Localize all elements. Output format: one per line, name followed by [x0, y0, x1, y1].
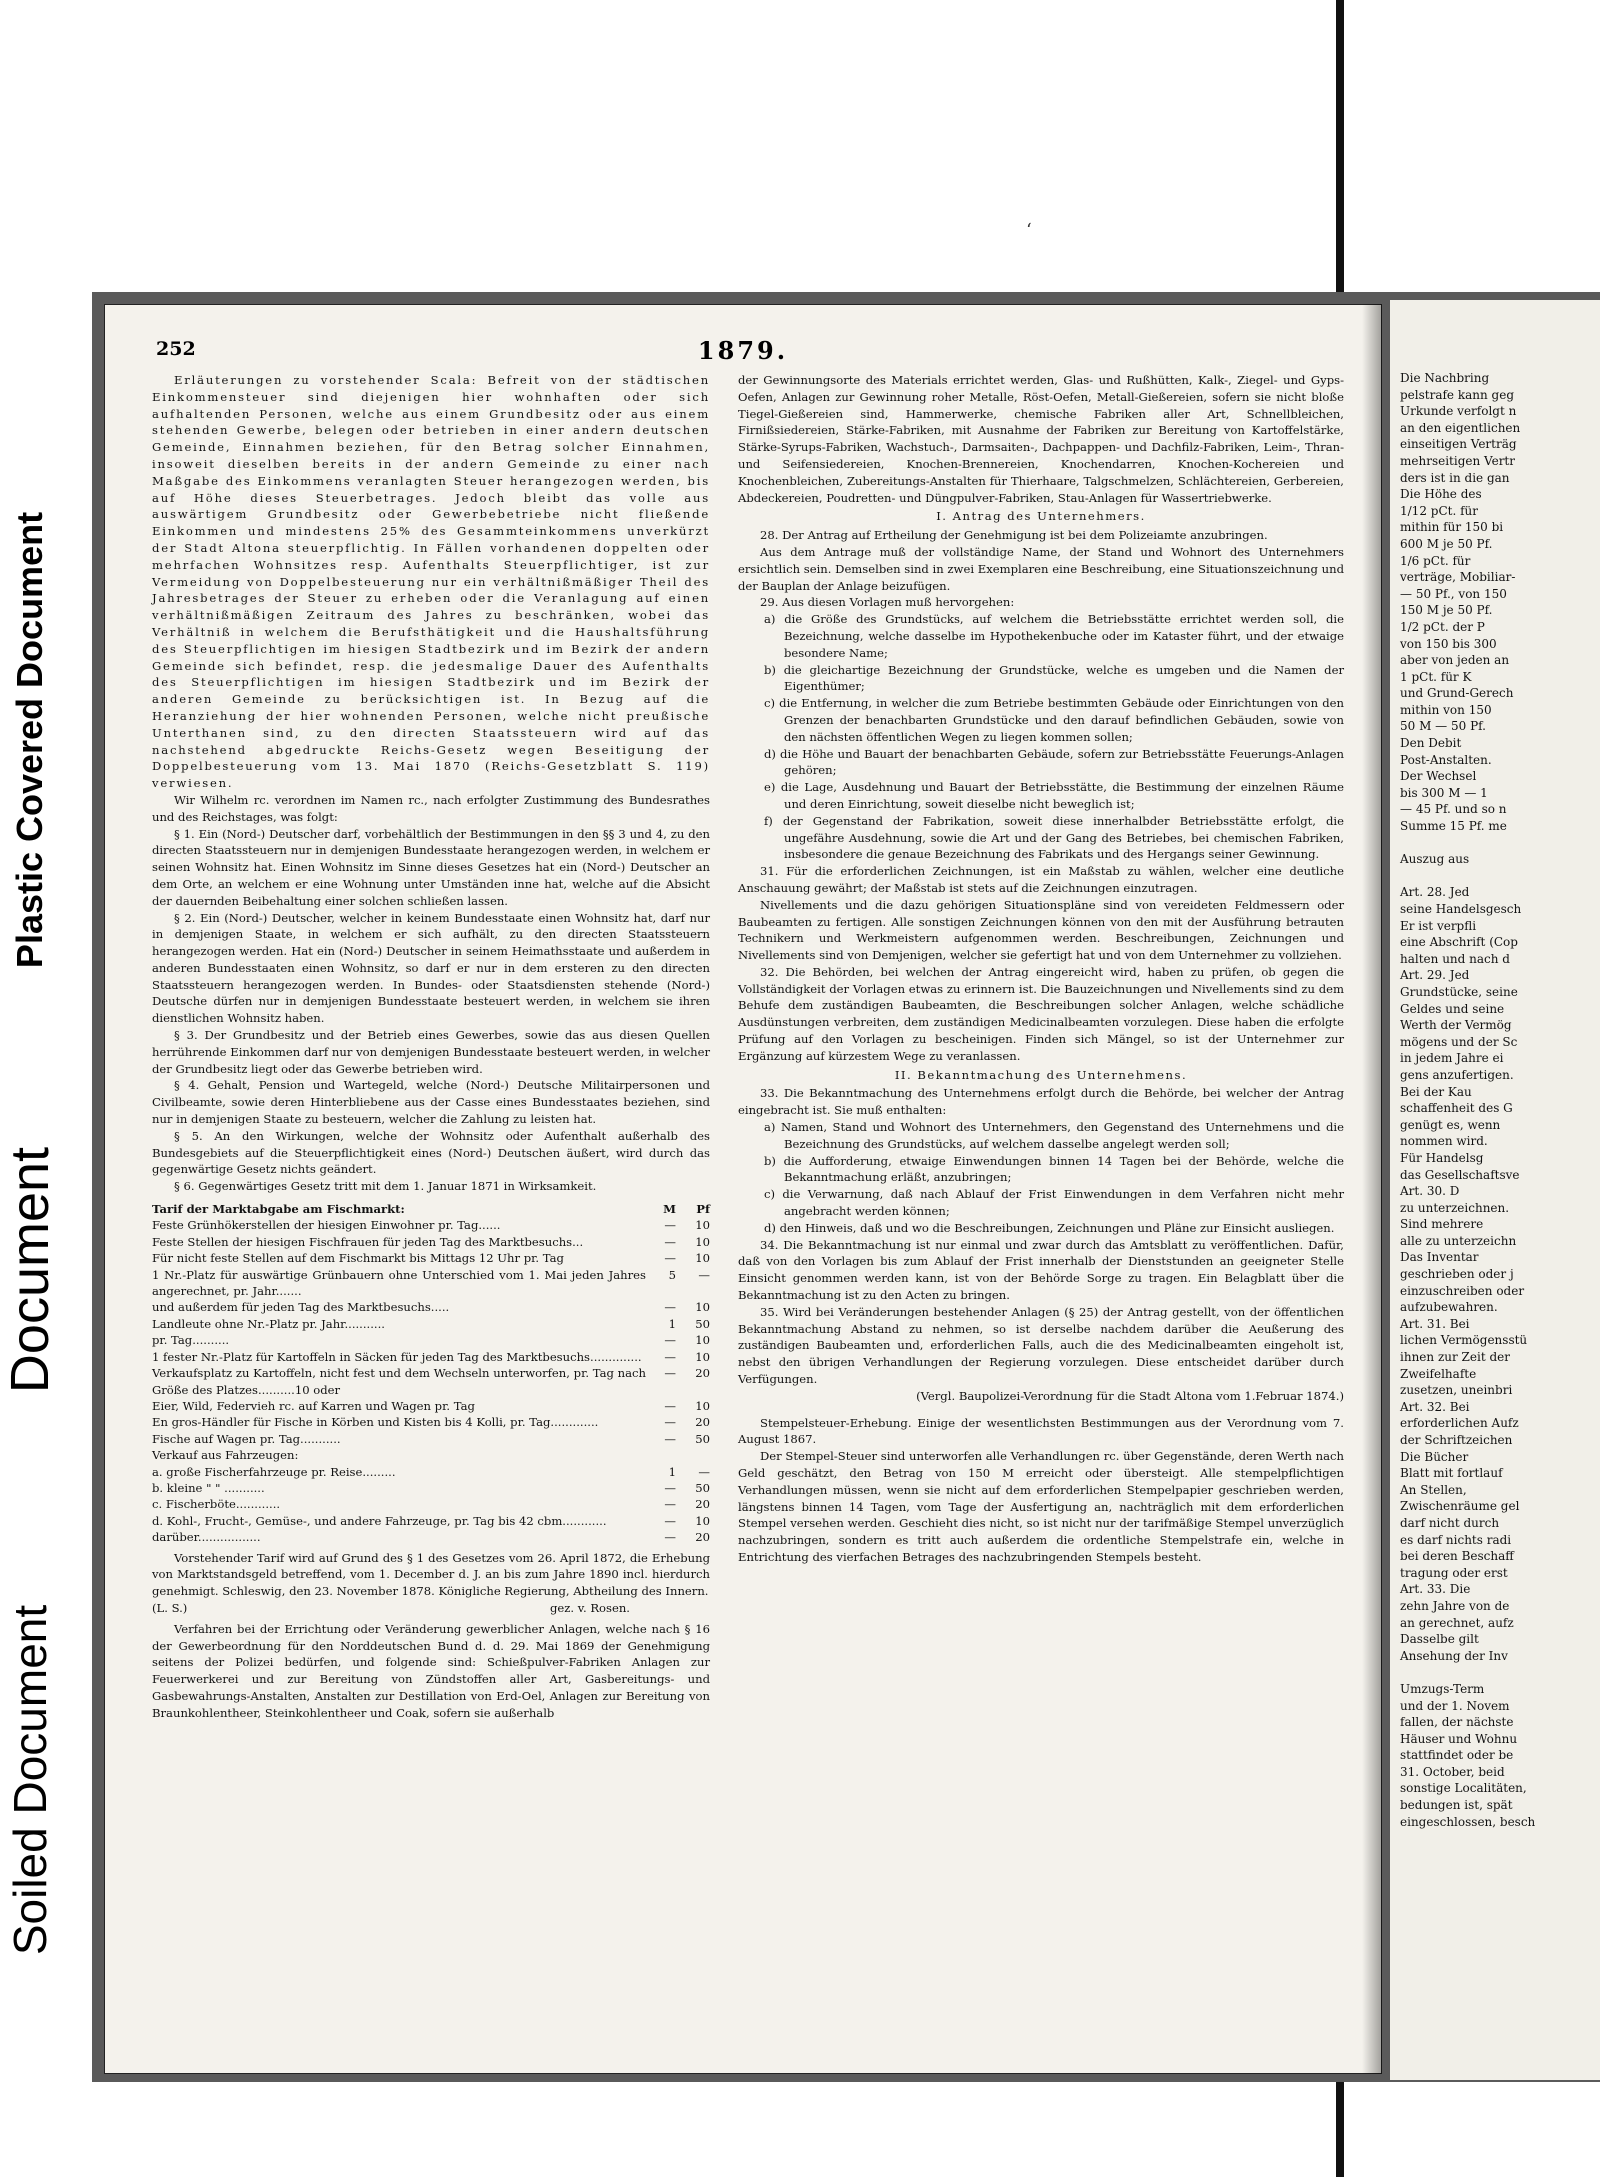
tariff-cell-label: Verkaufsplatz zu Kartoffeln, nicht fest und dem Wechseln unterworfen, pr. Tag nach Größe des Platzes..........10 oder — [152, 1366, 646, 1397]
tariff-row — [152, 1414, 710, 1430]
adjacent-page-line: Ansehung der Inv — [1400, 1648, 1508, 1663]
paragraph: Stempelsteuer-Erhebung. Einige der wesentlichsten Bestimmungen aus der Verordnung vom 7. August 1867. — [738, 1415, 1344, 1447]
tariff-cell-p: 10 — [695, 1349, 710, 1364]
adjacent-page-line: Für Handelsg — [1400, 1150, 1484, 1165]
list-item: d) die Höhe und Bauart der benachbarten Gebäude, sofern zur Betriebsstätte Feuerungs-Anlagen gehören; — [764, 746, 1344, 778]
seal-mark: (L. S.) — [152, 1600, 188, 1615]
adjacent-page-line: genügt es, wenn — [1400, 1117, 1501, 1132]
tariff-row — [152, 1496, 710, 1512]
tariff-row — [152, 1529, 710, 1545]
tariff-row — [152, 1513, 710, 1529]
signature: gez. v. Rosen. — [550, 1600, 630, 1615]
tariff-cell-label: Feste Stellen der hiesigen Fischfrauen für jeden Tag des Marktbesuchs... — [152, 1234, 584, 1249]
adjacent-page — [1390, 300, 1600, 2080]
paragraph: 31. Für die erforderlichen Zeichnungen, ist ein Maßstab zu wählen, welcher eine deutliche Anschauung gewährt; der Maßstab ist stets auf die Zeichnungen einzutragen. — [738, 864, 1344, 895]
adjacent-page-line: Art. 29. Jed — [1400, 968, 1470, 983]
adjacent-page-line: gens anzufertigen. — [1400, 1067, 1514, 1082]
paragraph: Verfahren bei der Errichtung oder Veränderung gewerblicher Anlagen, welche nach § 16 der Gewerbeordnung für den Norddeutschen Bund d. d. 29. Mai 1869 der Genehmigung seitens der Polizei bedürfen, und folgende sind: Schießpulver-Fabriken Anlagen zur Feuerwerkerei und zur Bereitung von Zündstoffen aller Art, Gasbereitungs- und Gasbewahrungs-Anstalten, Anstalten zur Destillation von Erd-Oel, Anlagen zur Bereitung von Braunkohlentheer, Steinkohlentheer und Coak, sofern sie außerhalb — [152, 1621, 710, 1720]
tariff-cell-label: a. große Fischerfahrzeuge pr. Reise......... — [152, 1464, 396, 1479]
tariff-cell-m: — — [664, 1333, 676, 1348]
paragraph: Aus dem Antrage muß der vollständige Name, der Stand und Wohnort des Unternehmers ersichtlich sein. Demselben sind in zwei Exemplaren eine Beschreibung, eine Situationszeichnung und der Bauplan der Anlage beizufügen. — [738, 544, 1344, 593]
list-item: b) die Aufforderung, etwaige Einwendungen binnen 14 Tagen bei der Behörde, welche die Bekanntmachung erläßt, anzubringen; — [764, 1153, 1344, 1185]
side-label-text: Soiled Document — [4, 1604, 56, 1956]
paragraph: Wir Wilhelm rc. verordnen im Namen rc., nach erfolgter Zustimmung des Bundesrathes und des Reichstages, was folgt: — [152, 792, 710, 824]
tariff-cell-p: 20 — [695, 1497, 710, 1512]
paragraph: 28. Der Antrag auf Ertheilung der Genehmigung ist bei dem Polizeiamte anzubringen. — [760, 528, 1268, 543]
paragraph: § 1. Ein (Nord-) Deutscher darf, vorbehältlich der Bestimmungen in den §§ 3 und 4, zu den directen Staatssteuern nur in demjenigen Bundesstaate herangezogen werden, in welchem er seinen Wohnsitz hat. Einen Wohnsitz im Sinne dieses Gesetzes hat ein (Nord-) Deutscher an dem Orte, an welchem er eine Wohnung unter Umständen inne hat, welche auf die Absicht der dauernden Beibehaltung einer solchen schließen lassen. — [152, 826, 710, 908]
right-column — [738, 372, 1344, 1566]
adjacent-page-line: Art. 31. Bei — [1400, 1316, 1470, 1331]
paragraph: 29. Aus diesen Vorlagen muß hervorgehen: — [760, 595, 1015, 610]
adjacent-page-line: ihnen zur Zeit der — [1400, 1350, 1510, 1365]
adjacent-page-line: ders ist in die gan — [1400, 470, 1510, 485]
tariff-row — [152, 1316, 710, 1332]
adjacent-page-line: aufzubewahren. — [1400, 1300, 1498, 1315]
adjacent-page-line: Grundstücke, seine — [1400, 984, 1518, 999]
tariff-cell-label: 1 fester Nr.-Platz für Kartoffeln in Säcken für jeden Tag des Marktbesuchs.............. — [152, 1349, 642, 1364]
side-label-soiled — [0, 1500, 60, 2060]
tariff-cell-label: Fische auf Wagen pr. Tag........... — [152, 1431, 341, 1446]
tariff-row — [152, 1234, 710, 1250]
tariff-cell-p: 10 — [695, 1218, 710, 1233]
adjacent-page-line: 1 pCt. für K — [1400, 669, 1472, 684]
section-heading: II. Bekanntmachung des Unternehmens. — [894, 1067, 1188, 1082]
tariff-cell-m: — — [664, 1218, 676, 1233]
adjacent-page-line: fallen, der nächste — [1400, 1715, 1514, 1730]
paragraph: der Gewinnungsorte des Materials errichtet werden, Glas- und Rußhütten, Kalk-, Ziegel- und Gyps-Oefen, Anlagen zur Gewinnung roher Metalle, Röst-Oefen, Metall-Gießereien, sofern sie nicht bloße Tiegel-Gießereien sind, Hammerwerke, chemische Fabriken aller Art, Schnellbleichen, Firnißsiedereien, Stärke-Fabriken, mit Ausnahme der Fabriken zur Bereitung von Kartoffelstärke, Stärke-Syrups-Fabriken, Wachstuch-, Darmsaiten-, Dachpappen- und Dachfilz-Fabriken, Leim-, Thran- und Seifensiedereien, Knochen-Brennereien, Knochendarren, Knochen-Kochereien und Knochenbleichen, Zubereitungs-Anstalten für Thierhaare, Talgschmelzen, Schlächtereien, Gerbereien, Abdeckereien, Poudretten- und Düngpulver-Fabriken, Stau-Anlagen für Wassertriebwerke. — [738, 373, 1344, 505]
adjacent-page-line: Werth der Vermög — [1400, 1018, 1512, 1033]
adjacent-page-line: Art. 30. D — [1400, 1184, 1460, 1199]
adjacent-page-line: zu unterzeichnen. — [1400, 1200, 1510, 1215]
paragraph: 33. Die Bekanntmachung des Unternehmens erfolgt durch die Behörde, bei welcher der Antrag eingebracht ist. Sie muß enthalten: — [738, 1086, 1344, 1118]
paragraph: Der Stempel-Steuer sind unterworfen alle Verhandlungen rc. über Gegenstände, deren Werth nach Geld geschätzt, den Betrag von 150 M erreicht oder übersteigt. Alle stempelpflichtigen Verhandlungen müssen, wenn sie nicht auf dem erforderlichen Stempelpapier geschrieben werden, längstens binnen 14 Tagen, vom Tage der Ausfertigung an, nachträglich mit dem erforderlichen Stempel versehen werden. Geschieht dies nicht, so ist nicht nur der tarifmäßige Stempel unverzüglich nachzubringen, sondern es tritt auch außerdem die ordentliche Stempelstrafe ein, welche in Entrichtung des vierfachen Betrages des nachzubringenden Stempels besteht. — [738, 1449, 1344, 1564]
adjacent-page-line: der Schriftzeichen — [1400, 1433, 1513, 1447]
tariff-cell-label: Landleute ohne Nr.-Platz pr. Jahr........... — [152, 1316, 385, 1331]
tariff-row — [152, 1250, 710, 1266]
tariff-cell-label: En gros-Händler für Fische in Körben und Kisten bis 4 Kolli, pr. Tag............. — [152, 1415, 599, 1430]
adjacent-page-line: 150 M je 50 Pf. — [1400, 603, 1493, 618]
adjacent-page-line: erforderlichen Aufz — [1400, 1416, 1519, 1431]
tariff-cell-m: — — [664, 1415, 676, 1430]
page-number: 252 — [156, 338, 196, 360]
adjacent-page-line: von 150 bis 300 — [1400, 636, 1497, 651]
tariff-row — [152, 1464, 710, 1480]
tariff-cell-p: 10 — [695, 1398, 710, 1413]
tariff-cell-label: Verkauf aus Fahrzeugen: — [152, 1448, 299, 1463]
adjacent-page-line: — 45 Pf. und so n — [1400, 802, 1507, 817]
section-heading: I. Antrag des Unternehmers. — [936, 509, 1146, 524]
adjacent-page-line: an gerechnet, aufz — [1400, 1615, 1514, 1630]
tariff-cell-p: 20 — [695, 1415, 710, 1430]
adjacent-page-line: Den Debit — [1400, 736, 1462, 751]
adjacent-page-text — [1400, 370, 1600, 1830]
adjacent-page-line: Zweifelhafte — [1400, 1366, 1477, 1381]
adjacent-page-line: Zwischenräume gel — [1400, 1499, 1520, 1514]
adjacent-page-line: Post-Anstalten. — [1400, 752, 1492, 767]
adjacent-page-line: stattfindet oder be — [1400, 1748, 1514, 1763]
tariff-cell-p: 10 — [695, 1234, 710, 1249]
tariff-cell-m: — — [664, 1234, 676, 1249]
tariff-row — [152, 1332, 710, 1348]
adjacent-page-line: Dasselbe gilt — [1400, 1632, 1479, 1647]
adjacent-page-line: es darf nichts radi — [1400, 1532, 1512, 1547]
list-item: f) der Gegenstand der Fabrikation, soweit diese innerhalbder Betriebsstätte erfolgt, die ungefähre Ausdehnung, sowie die Art und der Gang des Betriebes, bei chemischen Fabriken, insbesondere die genaue Bezeichnung des Fabrikats und des Hergangs seiner Gewinnung. — [764, 813, 1344, 862]
tariff-cell-m: — — [664, 1431, 676, 1446]
tariff-cell-p: 20 — [695, 1366, 710, 1381]
paragraph: § 6. Gegenwärtiges Gesetz tritt mit dem 1. Januar 1871 in Wirksamkeit. — [174, 1179, 597, 1194]
adjacent-page-line: alle zu unterzeichn — [1400, 1233, 1517, 1248]
tariff-cell-m: 1 — [668, 1464, 676, 1479]
adjacent-page-line: eingeschlossen, besch — [1400, 1814, 1536, 1829]
adjacent-page-line: an den eigentlichen — [1400, 420, 1521, 435]
tariff-cell-m: — — [664, 1530, 676, 1545]
tariff-cell-label: Eier, Wild, Federvieh rc. auf Karren und Wagen pr. Tag — [152, 1398, 475, 1413]
tariff-cell-m: — — [664, 1513, 676, 1528]
adjacent-page-line: halten und nach d — [1400, 951, 1510, 966]
paragraph: § 3. Der Grundbesitz und der Betrieb eines Gewerbes, sowie das aus diesen Quellen herrührende Einkommen darf nur von demjenigen Bundesstaate besteuert werden, in welcher der Grundbesitz liegt oder das Gewerbe betrieben wird. — [152, 1028, 710, 1076]
adjacent-page-line: einzuschreiben oder — [1400, 1283, 1525, 1298]
adjacent-page-line: Die Höhe des — [1400, 487, 1482, 502]
adjacent-page-line: in jedem Jahre ei — [1400, 1051, 1504, 1066]
tariff-row — [152, 1480, 710, 1496]
tariff-cell-m — [650, 1447, 676, 1463]
tariff-row — [152, 1447, 710, 1463]
adjacent-page-line: schaffenheit des G — [1400, 1101, 1513, 1116]
reference-note: (Vergl. Baupolizei-Verordnung für die Stadt Altona vom 1.Februar 1874.) — [916, 1388, 1344, 1403]
adjacent-page-line: geschrieben oder j — [1400, 1267, 1514, 1282]
tariff-cell-p: 10 — [695, 1513, 710, 1528]
tariff-cell-m: — — [664, 1366, 676, 1381]
tariff-row — [152, 1299, 710, 1315]
paragraph: Vorstehender Tarif wird auf Grund des § 1 des Gesetzes vom 26. April 1872, die Erhebung von Marktstandsgeld betreffend, vom 1. December d. J. an bis zum Jahre 1890 incl. hierdurch genehmigt. Schleswig, den 23. November 1878. Königliche Regierung, Abtheilung des Innern. — [152, 1550, 710, 1599]
list-item: a) Namen, Stand und Wohnort des Unternehmers, den Gegenstand des Unternehmens und die Bezeichnung des Grundstücks, auf welchem dasselbe angelegt werden soll; — [764, 1120, 1344, 1151]
tariff-body — [152, 1217, 710, 1545]
tariff-cell-label: Für nicht feste Stellen auf dem Fischmarkt bis Mittags 12 Uhr pr. Tag — [152, 1251, 564, 1266]
list-33 — [738, 1119, 1344, 1237]
adjacent-page-line: aber von jeden an — [1400, 653, 1510, 668]
signature-line — [152, 1600, 710, 1617]
adjacent-page-line — [1400, 1664, 1600, 1681]
tariff-cell-label: d. Kohl-, Frucht-, Gemüse-, und andere Fahrzeuge, pr. Tag bis 42 cbm............ — [152, 1513, 607, 1528]
adjacent-page-line: bei deren Beschaff — [1400, 1549, 1514, 1564]
tariff-cell-p: 10 — [695, 1251, 710, 1266]
tariff-cell-label: darüber................. — [152, 1530, 261, 1545]
adjacent-page-line: Umzugs-Term — [1400, 1681, 1485, 1696]
tariff-cell-m: — — [664, 1349, 676, 1364]
adjacent-page-line: Art. 28. Jed — [1400, 885, 1470, 900]
tariff-col-p: Pf — [696, 1202, 710, 1217]
side-label-text: Document — [0, 1146, 60, 1394]
tariff-row — [152, 1217, 710, 1233]
paragraph: § 2. Ein (Nord-) Deutscher, welcher in keinem Bundesstaate einen Wohnsitz hat, darf nur in demjenigen Staate, in welchem er sich aufhält, zu den directen Staatssteuern herangezogen werden. Hat ein (Nord-) Deutscher in seinem Heimathsstaate und außerdem in anderen Bundesstaaten einen Wohnsitz, so darf er nur in dem ersteren zu den directen Staatssteuern herangezogen werden. In Bundes- oder Staatsdiensten stehende (Nord-) Deutsche dürfen nur in demjenigen Bundesstaate besteuert werden, in welchem sie ihren dienstlichen Wohnsitz haben. — [152, 910, 710, 1026]
adjacent-page-line: sonstige Localitäten, — [1400, 1781, 1527, 1796]
list-item: c) die Verwarnung, daß nach Ablauf der Frist Einwendungen in dem Verfahren nicht mehr angebracht werden können; — [764, 1187, 1344, 1219]
adjacent-page-line: einseitigen Verträg — [1400, 437, 1517, 452]
adjacent-page-line: nommen wird. — [1400, 1134, 1488, 1149]
tariff-row — [152, 1398, 710, 1414]
adjacent-page-line: bis 300 M — 1 — [1400, 785, 1488, 800]
adjacent-page-line: Summe 15 Pf. me — [1400, 819, 1507, 834]
side-label-document — [0, 1100, 60, 1440]
list-item: c) die Entfernung, in welcher die zum Betriebe bestimmten Gebäude oder Einrichtungen von den Grenzen der benachbarten Grundstücke und den darauf befindlichen Gebäuden, sowie von den nächsten öffentlichen Wegen zu liegen kommen sollen; — [764, 696, 1344, 744]
adjacent-page-line: seine Handelsgesch — [1400, 902, 1522, 916]
adjacent-page-line: Der Wechsel — [1400, 769, 1477, 784]
adjacent-page-line: mithin von 150 — [1400, 702, 1492, 717]
adjacent-page-line: darf nicht durch — [1400, 1515, 1500, 1530]
tariff-cell-p: — — [698, 1464, 710, 1479]
tariff-cell-m: — — [664, 1398, 676, 1413]
adjacent-page-line: Urkunde verfolgt n — [1400, 404, 1517, 419]
paragraph: Erläuterungen zu vorstehender Scala: Befreit von der städtischen Einkommensteuer sind diejenigen hier wohnhaften oder sich aufhaltenden Personen, welche aus einem Grundbesitz oder aus einem stehenden Gewerbe, belegen oder betrieben in einer andern deutschen Gemeinde, Einnahmen beziehen, für den Betrag solcher Einnahmen, insoweit dieselben bereits in der andern Gemeinde zu einer nach Maßgabe des Einkommens veranlagten Steuer herangezogen werden, bis auf Höhe dieses Steuerbetrages. Jedoch bleibt das volle aus auswärtigem Grundbesitz oder Gewerbebetriebe nicht fließende Einkommen und mindestens 25% des Gesammteinkommens unverkürzt der Stadt Altona steuerpflichtig. In Fällen vorhandenen doppelten oder mehrfachen Wohnsitzes resp. Aufenthalts Steuerpflichtiger, ist zur Vermeidung von Doppelbesteuerung nur ein verhältnißmäßiger Theil des Jahresbetrages der Steuer zu erheben oder die Veranlagung auf einen verhältnißmäßigen Zeitraum des Jahres zu beschränken, wobei das Verhältniß in welchem die Berufsthätigkeit und die Haushaltsführung des Steuerpflichtigen im hiesigen Stadtbezirk und im Bezirk der andern Gemeinde sich befindet, resp. die jedesmalige Dauer des Aufenthalts des Steuerpflichtigen im hiesigen Stadtbezirk und im Bezirk der anderen Gemeinde zu berücksichtigen ist. In Bezug auf die Heranziehung der hier wohnenden Personen, welche nicht preußische Unterthanen sind, zu den directen Staatssteuern wird auf das nachstehend abgedruckte Reichs-Gesetz wegen Beseitigung der Doppelbesteuerung vom 13. Mai 1870 (Reichs-Gesetzblatt S. 119) verwiesen. — [152, 373, 710, 791]
paragraph: § 4. Gehalt, Pension und Wartegeld, welche (Nord-) Deutsche Militairpersonen und Civilbeamte, sowie deren Hinterbliebene aus der Casse eines Bundesstaates beziehen, sind nur in demjenigen Staate zu besteuern, welcher die Zahlung zu leisten hat. — [152, 1078, 710, 1127]
tariff-table — [152, 1201, 710, 1546]
tariff-row — [152, 1267, 710, 1300]
adjacent-page-line: 600 M je 50 Pf. — [1400, 536, 1493, 551]
adjacent-page-line: pelstrafe kann geg — [1400, 387, 1515, 402]
adjacent-page-line: Bei der Kau — [1400, 1084, 1472, 1099]
adjacent-page-line: Art. 32. Bei — [1400, 1399, 1470, 1414]
tariff-cell-m: — — [664, 1497, 676, 1512]
adjacent-page-line: Er ist verpfli — [1400, 918, 1477, 933]
book-page — [104, 304, 1382, 2074]
adjacent-page-line: verträge, Mobiliar- — [1400, 570, 1516, 585]
adjacent-page-line: mehrseitigen Vertr — [1400, 453, 1515, 468]
paragraph: 32. Die Behörden, bei welchen der Antrag eingereicht wird, haben zu prüfen, ob gegen die Vollständigkeit der Vorlagen etwas zu erinnern ist. Die Bauzeichnungen und Nivellements sind zu dem Behufe dem zuständigen Baubeamten, die Beschreibungen solcher Anlagen, welche schädliche Ausdünstungen verbreiten, dem zuständigen Medicinalbeamten vorzulegen. Diese haben die erfolgte Prüfung auf den Vorlagen zu bescheinigen. Finden sich Mängel, so ist der Unternehmer zur Ergänzung auf kürzestem Wege zu veranlassen. — [738, 964, 1344, 1063]
tariff-cell-label: und außerdem für jeden Tag des Marktbesuchs..... — [152, 1300, 450, 1315]
adjacent-page-line: das Gesellschaftsve — [1400, 1167, 1520, 1182]
tariff-cell-label: 1 Nr.-Platz für auswärtige Grünbauern ohne Unterschied vom 1. Mai jeden Jahres angerechnet, pr. Jahr....... — [152, 1267, 646, 1299]
tariff-cell-label: Feste Grünhökerstellen der hiesigen Einwohner pr. Tag...... — [152, 1218, 501, 1233]
tariff-cell-p: 10 — [695, 1333, 710, 1348]
tariff-cell-m: 5 — [668, 1267, 676, 1282]
adjacent-page-line: zusetzen, uneinbri — [1400, 1383, 1513, 1398]
adjacent-page-line: 1/2 pCt. der P — [1400, 619, 1485, 634]
tariff-cell-p: 50 — [695, 1316, 710, 1331]
tariff-cell-label: pr. Tag.......... — [152, 1333, 230, 1348]
adjacent-page-line: Das Inventar — [1400, 1250, 1479, 1265]
adjacent-page-line: Blatt mit fortlauf — [1400, 1466, 1503, 1481]
tariff-cell-m: — — [664, 1251, 676, 1266]
adjacent-page-line: Häuser und Wohnu — [1400, 1731, 1518, 1746]
adjacent-page-line — [1400, 868, 1600, 885]
adjacent-page-line: An Stellen, — [1400, 1482, 1467, 1497]
adjacent-page-line: Sind mehrere — [1400, 1217, 1484, 1232]
tariff-col-m: M — [663, 1202, 676, 1217]
adjacent-page-line: mithin für 150 bi — [1400, 520, 1504, 535]
adjacent-page-line: 1/6 pCt. für — [1400, 553, 1471, 568]
adjacent-page-line: eine Abschrift (Cop — [1400, 935, 1518, 950]
adjacent-page-line: 31. October, beid — [1400, 1764, 1505, 1779]
left-column — [152, 372, 710, 1722]
tariff-cell-p — [676, 1447, 710, 1463]
adjacent-page-line: Auszug aus — [1400, 852, 1470, 867]
paragraph: 35. Wird bei Veränderungen bestehender Anlagen (§ 25) der Antrag gestellt, von der öffentlichen Bekanntmachung Abstand zu nehmen, so ist derselbe nachdem darüber die Aeußerung des zuständigen Baubeamten und, erforderlichen Falls, auch die des Medicinalbeamten eingeholt ist, nebst den übrigen Verhandlungen der Regierung vorzulegen. Diese entscheidet darüber durch Verfügungen. — [738, 1304, 1344, 1387]
adjacent-page-line: Die Bücher — [1400, 1449, 1469, 1464]
tariff-title: Tarif der Marktabgabe am Fischmarkt: — [152, 1202, 405, 1217]
adjacent-page-line: Die Nachbring — [1400, 371, 1490, 385]
tariff-cell-p: 50 — [695, 1480, 710, 1495]
tariff-row — [152, 1431, 710, 1447]
tariff-cell-p: 20 — [695, 1530, 710, 1545]
tariff-row — [152, 1349, 710, 1365]
list-item: e) die Lage, Ausdehnung und Bauart der Betriebsstätte, die Bestimmung der einzelnen Räume und deren Einrichtung, soweit dieselbe nicht beweglich ist; — [764, 780, 1344, 811]
adjacent-page-line: 50 M — 50 Pf. — [1400, 719, 1486, 734]
adjacent-page-line: zehn Jahre von de — [1400, 1598, 1510, 1613]
tariff-cell-label: c. Fischerböte............ — [152, 1497, 281, 1512]
list-item: d) den Hinweis, daß und wo die Beschreibungen, Zeichnungen und Pläne zur Einsicht ausliegen. — [764, 1220, 1335, 1235]
tariff-cell-p: 50 — [695, 1431, 710, 1446]
paragraph: § 5. An den Wirkungen, welche der Wohnsitz oder Aufenthalt außerhalb des Bundesgebiets auf die Steuerpflichtigkeit eines (Nord-) Deutschen äußert, wird durch das gegenwärtige Gesetz nichts geändert. — [152, 1128, 710, 1177]
tariff-cell-m: — — [664, 1480, 676, 1495]
adjacent-page-line: lichen Vermögensstü — [1400, 1333, 1528, 1348]
tariff-cell-label: b. kleine " " ........... — [152, 1480, 265, 1495]
page-year: 1879. — [697, 336, 789, 365]
tariff-cell-m: 1 — [668, 1316, 676, 1331]
side-label-text: Plastic Covered Document — [9, 511, 51, 969]
paragraph: 34. Die Bekanntmachung ist nur einmal und zwar durch das Amtsblatt zu veröffentlichen. Dafür, daß von den Vorlagen bis zum Ablauf der Frist innerhalb der Dienststunden an geeigneter Stelle Einsicht genommen werden kann, ist von der Behörde Sorge zu tragen. Ein Belagblatt über die Bekanntmachung ist zu den Acten zu bringen. — [738, 1237, 1344, 1303]
tariff-row — [152, 1365, 710, 1398]
adjacent-page-line: — 50 Pf., von 150 — [1400, 586, 1507, 601]
tariff-cell-m: — — [664, 1300, 676, 1315]
adjacent-page-line: und der 1. Novem — [1400, 1698, 1510, 1713]
adjacent-page-line: bedungen ist, spät — [1400, 1798, 1513, 1813]
adjacent-page-line: Geldes und seine — [1400, 1001, 1505, 1016]
adjacent-page-line: mögens und der Sc — [1400, 1034, 1518, 1049]
list-item: a) die Größe des Grundstücks, auf welchem die Betriebsstätte errichtet werden soll, die Bezeichnung, welche dasselbe im Hypothekenbuche oder im Kataster führt, und der etwaige besondere Name; — [764, 612, 1344, 660]
tariff-cell-p: 10 — [695, 1300, 710, 1315]
adjacent-page-line: Art. 33. Die — [1400, 1582, 1471, 1597]
side-label-plastic — [0, 490, 60, 990]
tariff-header — [152, 1201, 710, 1217]
list-29 — [738, 611, 1344, 863]
adjacent-page-line: 1/12 pCt. für — [1400, 503, 1478, 518]
list-item: b) die gleichartige Bezeichnung der Grundstücke, welche es umgeben und die Namen der Eigenthümer; — [764, 662, 1344, 694]
scan-mark: ʻ — [1026, 220, 1032, 241]
tariff-cell-p: — — [698, 1267, 710, 1282]
paragraph: Nivellements und die dazu gehörigen Situationspläne sind von vereideten Feldmessern oder Baubeamten zu fertigen. Alle sonstigen Zeichnungen können von den mit der Ausführung betrauten Technikern und Werkmeistern aufgenommen werden. Beschreibungen, Zeichnungen und Nivellements sind von Demjenigen, welcher sie gefertigt hat und von dem Unternehmer zu vollziehen. — [738, 897, 1344, 963]
adjacent-page-line: und Grund-Gerech — [1400, 686, 1514, 701]
adjacent-page-line — [1400, 835, 1600, 852]
adjacent-page-line: tragung oder erst — [1400, 1565, 1508, 1580]
